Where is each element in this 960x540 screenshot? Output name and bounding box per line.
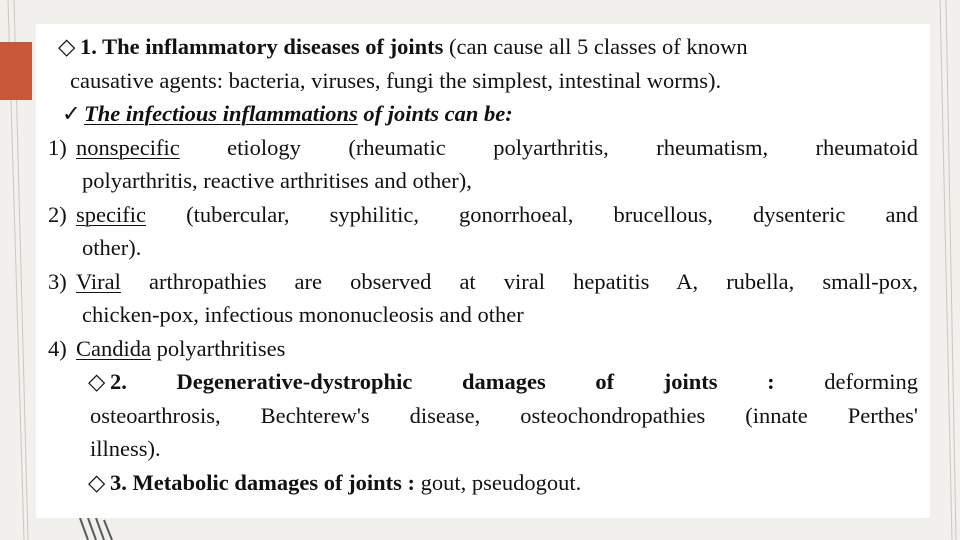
list-item-text: arthropathies are observed at viral hepatitis A, rubella, small-pox, <box>120 268 918 294</box>
list-item-term: Viral <box>76 268 121 294</box>
diamond-bullet-icon: ◇ <box>58 34 76 59</box>
section-3-text: gout, pseudogout. <box>414 469 582 495</box>
section-2-heading: 2. Degenerative-dystrophic damages of joints : <box>110 369 775 394</box>
list-item-term: Candida <box>76 335 151 361</box>
list-item-term: nonspecific <box>76 134 180 160</box>
diamond-bullet-icon: ◇ <box>88 369 106 394</box>
infectious-heading-line <box>48 97 918 131</box>
list-item <box>48 332 918 366</box>
list-item-number: 2) <box>48 201 67 227</box>
section-3-heading: 3. Metabolic damages of joints : <box>110 469 415 495</box>
list-item-continuation: chicken-pox, infectious mononucleosis and other <box>82 302 524 327</box>
accent-bar <box>0 42 32 100</box>
section-2-line-1 <box>48 365 918 399</box>
list-item <box>48 131 918 165</box>
list-item-text: etiology (rheumatic polyarthritis, rheumatism, rheumatoid <box>179 134 918 160</box>
checkmark-bullet-icon: ✓ <box>62 101 81 126</box>
list-item-continuation: other). <box>82 235 142 260</box>
list-item-text: (tubercular, syphilitic, gonorrhoeal, brucellous, dysenteric and <box>145 201 918 227</box>
list-item <box>48 198 918 232</box>
list-item-number: 3) <box>48 268 67 294</box>
section-1-text: (can cause all 5 classes of known <box>443 34 748 59</box>
slide-text <box>48 30 918 499</box>
section-1-heading: 1. The inflammatory diseases of joints <box>80 34 444 59</box>
list-item-number: 4) <box>48 335 67 361</box>
section-2-line-2: osteoarthrosis, Bechterew's disease, osteochondropathies (innate Perthes' <box>90 402 918 428</box>
list-item <box>48 265 918 299</box>
section-2-line-3: illness). <box>90 436 161 461</box>
list-item-continuation: polyarthritis, reactive arthritises and other), <box>82 168 472 193</box>
list-item-term: specific <box>76 201 146 227</box>
section-1-line-2: causative agents: bacteria, viruses, fungi the simplest, intestinal worms). <box>70 67 722 93</box>
section-2-text: deforming <box>774 369 918 394</box>
content-panel <box>36 24 930 518</box>
list-item-number: 1) <box>48 134 67 160</box>
infectious-heading-tail: of joints can be: <box>357 101 513 126</box>
list-item-text: polyarthritises <box>150 335 286 361</box>
diamond-bullet-icon: ◇ <box>88 469 106 495</box>
section-3-line <box>48 466 918 500</box>
section-1-line-1 <box>48 30 918 64</box>
infectious-heading: The infectious inflammations <box>84 101 358 126</box>
